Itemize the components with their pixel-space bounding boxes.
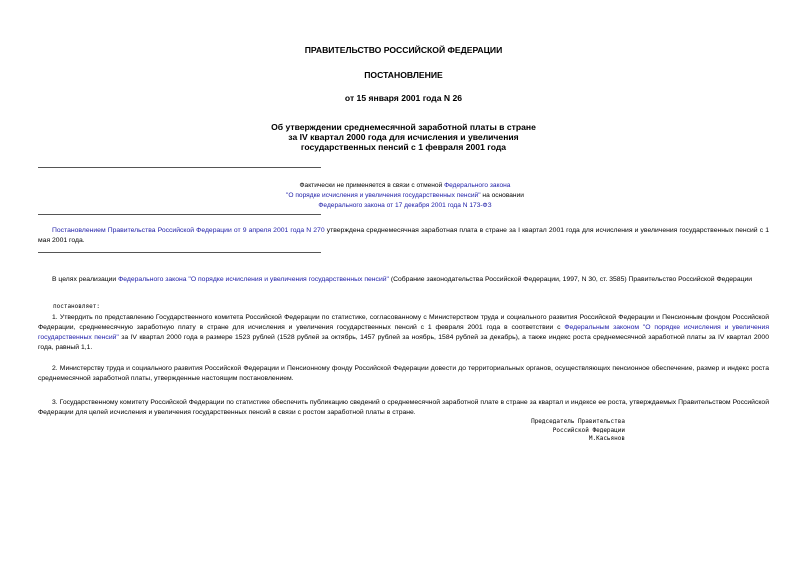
status-note-text: на основании [480,192,524,199]
item-1-paragraph: 1. Утвердить по представлению Государственного комитета Российской Федерации по статистике, согласованному с Министерством труда и социального развития Российской Федерации и Пенсионным фондом Российской Федерации, среднемесячную заработную плату в стране для исчисления и увеличения государственных пенсий с 1 февраля 2001 года в соответствии с Федеральным законом "О порядке исчисления и увеличения государственных пенсий" за IV квартал 2000 года в размере 1523 рублей (1528 рублей за октябрь, 1457 рублей за ноябрь, 1584 рублей за декабрь), а также индекс роста среднемесячной заработной платы за IV квартал 2000 года, равный 1,1. [38,314,769,351]
divider [38,252,321,253]
pension-law-link[interactable]: "О порядке исчисления и увеличения государственных пенсий" [286,192,481,199]
pension-law-link[interactable]: Федеральным законом "О порядке исчисления и увеличения государственных пенсий" [38,324,769,341]
status-note-line-2 [150,191,660,201]
signature-country: Российской Федерации [552,426,625,434]
federal-law-link[interactable]: Федерального закона [444,182,511,189]
amendment-link[interactable]: Постановлением Правительства Российской Федерации от 9 апреля 2001 года N 270 [52,227,325,234]
repealing-law-link[interactable]: Федерального закона от 17 декабря 2001 года N 173-ФЗ [318,202,492,209]
item-2-paragraph: 2. Министерству труда и социального развития Российской Федерации и Пенсионному фонду Российской Федерации довести до территориальных органов, осуществляющих пенсионное обеспечение, размер и индекс роста среднемесячной заработной платы, утвержденные настоящим постановлением. [38,365,769,382]
status-note-line-1 [150,181,660,191]
amendment-note: Постановлением Правительства Российской Федерации от 9 апреля 2001 года N 270 утверждена среднемесячная заработная плата в стране за I квартал 2001 года для исчисления и увеличения государственных пенсий с 1 мая 2001 года. [38,227,769,244]
item-3-paragraph: 3. Государственному комитету Российской Федерации по статистике обеспечить публикацию сведений о среднемесячной заработной плате в стране за квартал и индексе ее роста, утверждаемых Правительством Российской Федерации для целей исчисления и увеличения государственных пенсий в связи с ростом заработной платы в стране. [38,399,769,416]
status-note-line-3 [150,201,660,211]
divider [38,214,321,215]
document-type: ПОСТАНОВЛЕНИЕ [364,70,443,80]
government-name: ПРАВИТЕЛЬСТВО РОССИЙСКОЙ ФЕДЕРАЦИИ [304,45,503,55]
signature-title: Председатель Правительства [531,418,625,425]
preamble-paragraph: В целях реализации Федерального закона "О порядке исчисления и увеличения государственных пенсий" (Собрание законодательства Российской Федерации, 1997, N 30, ст. 3585) Правительство Российской Федерации [52,276,753,283]
decides-word: постановляет: [53,303,100,310]
status-note-text: Фактически не применяется в связи с отменой [299,182,445,189]
pension-law-link[interactable]: Федерального закона "О порядке исчисления и увеличения государственных пенсий" [118,276,389,283]
document-date-number: от 15 января 2001 года N 26 [344,93,463,103]
signature-name: М.Касьянов [588,435,625,442]
document-title-line-2: за IV квартал 2000 года для исчисления и увеличения [288,132,519,142]
divider [38,167,321,168]
document-title-line-1: Об утверждении среднемесячной заработной платы в стране [271,122,536,132]
document-title-line-3: государственных пенсий с 1 февраля 2001 года [300,142,507,152]
signature-block [470,418,625,444]
